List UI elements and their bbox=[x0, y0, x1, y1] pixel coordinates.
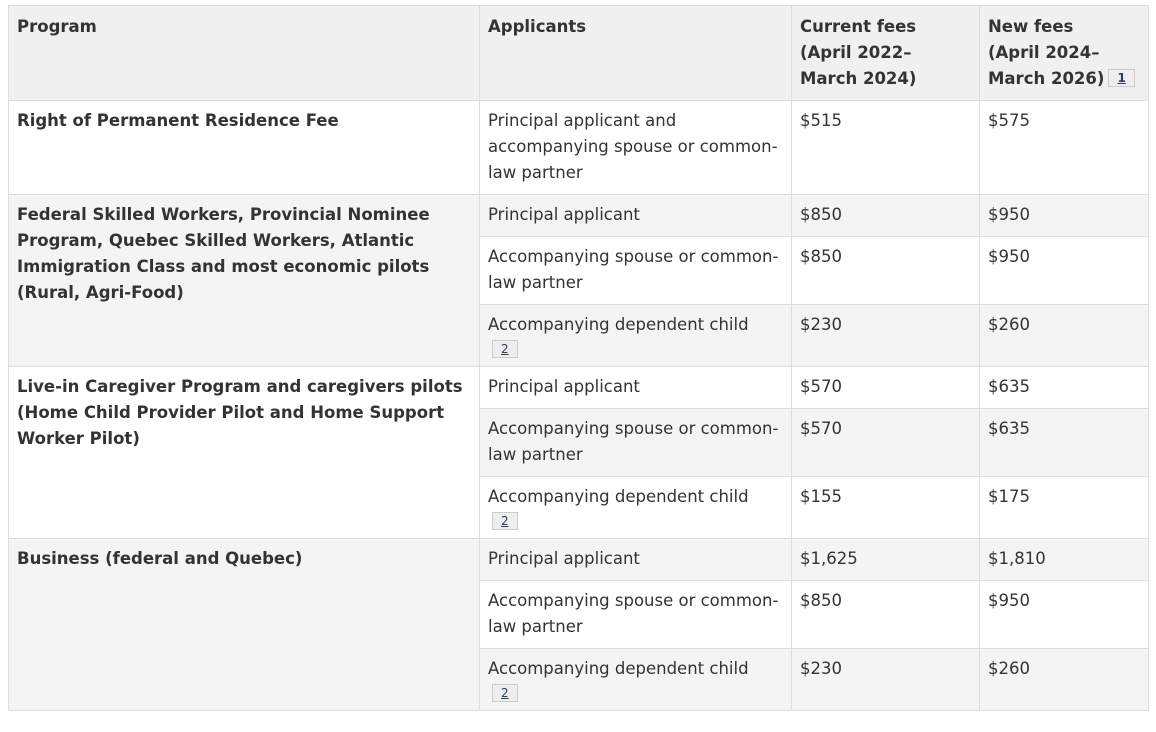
table-row bbox=[9, 195, 1149, 237]
table-row bbox=[9, 367, 1149, 409]
current-fee-cell: $230 bbox=[792, 305, 980, 367]
applicant-label: Accompanying dependent child bbox=[488, 487, 749, 506]
new-fee-cell: $950 bbox=[980, 581, 1149, 649]
applicant-cell: Accompanying spouse or common-law partner bbox=[480, 581, 792, 649]
applicant-cell: Accompanying spouse or common-law partner bbox=[480, 409, 792, 477]
new-fee-cell: $260 bbox=[980, 649, 1149, 711]
header-program: Program bbox=[9, 6, 480, 101]
applicant-cell: Principal applicant bbox=[480, 195, 792, 237]
header-row bbox=[9, 6, 1149, 101]
applicant-cell bbox=[480, 477, 792, 539]
footnote-link-1[interactable]: 1 bbox=[1108, 69, 1134, 87]
new-fee-cell: $260 bbox=[980, 305, 1149, 367]
header-new-fees: New fees (April 2024– March 2026) 1 bbox=[980, 6, 1149, 101]
new-fee-cell: $635 bbox=[980, 409, 1149, 477]
program-cell: Live-in Caregiver Program and caregivers pilots (Home Child Provider Pilot and Home Support Worker Pilot) bbox=[9, 367, 480, 539]
applicant-label: Accompanying dependent child bbox=[488, 659, 749, 678]
current-fee-cell: $570 bbox=[792, 409, 980, 477]
new-fee-cell: $1,810 bbox=[980, 539, 1149, 581]
fees-table bbox=[8, 5, 1149, 711]
current-fee-cell: $850 bbox=[792, 237, 980, 305]
table-row bbox=[9, 539, 1149, 581]
new-fee-cell: $635 bbox=[980, 367, 1149, 409]
applicant-label: Accompanying dependent child bbox=[488, 315, 749, 334]
current-fee-cell: $1,625 bbox=[792, 539, 980, 581]
applicant-cell: Principal applicant bbox=[480, 367, 792, 409]
current-fee-cell: $570 bbox=[792, 367, 980, 409]
footnote-link-2[interactable]: 2 bbox=[492, 512, 518, 530]
current-fee-cell: $230 bbox=[792, 649, 980, 711]
applicant-cell: Accompanying spouse or common-law partner bbox=[480, 237, 792, 305]
new-fee-cell: $175 bbox=[980, 477, 1149, 539]
current-fee-cell: $850 bbox=[792, 195, 980, 237]
new-fee-cell: $950 bbox=[980, 237, 1149, 305]
header-applicants: Applicants bbox=[480, 6, 792, 101]
header-current-fees: Current fees (April 2022– March 2024) bbox=[792, 6, 980, 101]
new-fee-cell: $950 bbox=[980, 195, 1149, 237]
applicant-cell bbox=[480, 649, 792, 711]
footnote-link-2[interactable]: 2 bbox=[492, 684, 518, 702]
applicant-cell: Principal applicant and accompanying spouse or common-law partner bbox=[480, 101, 792, 195]
table-row bbox=[9, 101, 1149, 195]
program-cell: Right of Permanent Residence Fee bbox=[9, 101, 480, 195]
footnote-link-2[interactable]: 2 bbox=[492, 340, 518, 358]
program-cell: Business (federal and Quebec) bbox=[9, 539, 480, 711]
current-fee-cell: $850 bbox=[792, 581, 980, 649]
program-cell: Federal Skilled Workers, Provincial Nominee Program, Quebec Skilled Workers, Atlantic Immigration Class and most economic pilots (Rural, Agri-Food) bbox=[9, 195, 480, 367]
new-fee-cell: $575 bbox=[980, 101, 1149, 195]
current-fee-cell: $155 bbox=[792, 477, 980, 539]
applicant-cell bbox=[480, 305, 792, 367]
current-fee-cell: $515 bbox=[792, 101, 980, 195]
applicant-cell: Principal applicant bbox=[480, 539, 792, 581]
